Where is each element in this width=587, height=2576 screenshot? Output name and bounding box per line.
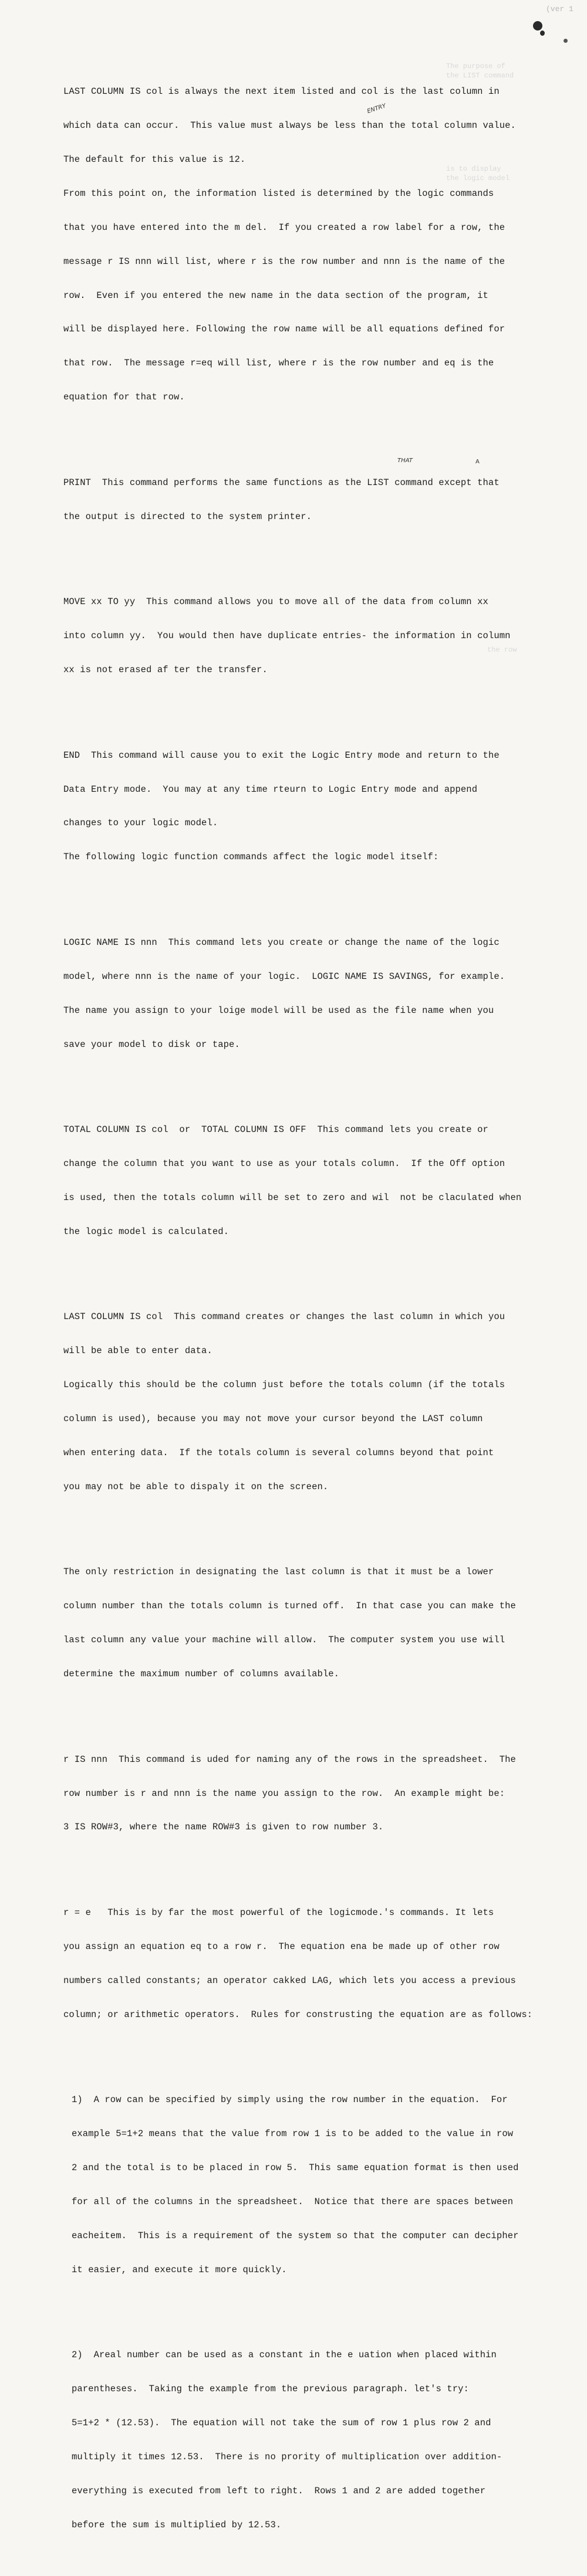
- text-line: that row. The message r=eq will list, where r is the row number and eq is the: [63, 358, 494, 369]
- text-line: 3 IS ROW#3, where the name ROW#3 is given to row number 3.: [63, 1822, 384, 1833]
- ink-blot: [564, 39, 568, 43]
- text-line: message r IS nnn will list, where r is the row number and nnn is the name of the: [63, 256, 505, 267]
- text-line: TOTAL COLUMN IS col or TOTAL COLUMN IS OFF This command lets you create or: [63, 1124, 488, 1136]
- text-line: LAST COLUMN IS col is always the next item listed and col is the last column in: [63, 86, 500, 97]
- text-line: when entering data. If the totals column is several columns beyond that point: [63, 1447, 494, 1458]
- handwritten-that-annotation: THAT: [397, 457, 413, 464]
- bleed-through-text: The purpose of the LIST command: [446, 62, 514, 80]
- handwritten-caret-annotation: A: [475, 459, 480, 465]
- text-line: From this point on, the information listed is determined by the logic commands: [63, 188, 494, 199]
- text-line: The only restriction in designating the last column is that it must be a lower: [63, 1567, 494, 1578]
- paragraph-r-is-nnn: [63, 1731, 556, 1856]
- text-line: the logic model is calculated.: [63, 1226, 230, 1237]
- paragraph-logic-name: [63, 914, 556, 1073]
- paragraph-print: [63, 455, 556, 545]
- paragraph-move: [63, 574, 556, 699]
- ink-blot: [533, 21, 542, 30]
- text-line: will be able to enter data.: [63, 1345, 212, 1357]
- text-line: PRINT This command performs the same functions as the LIST command except that: [63, 477, 500, 488]
- text-line: 1) A row can be specified by simply using the row number in the equation. For: [72, 2094, 508, 2106]
- text-line: MOVE xx TO yy This command allows you to move all of the data from column xx: [63, 596, 488, 608]
- paragraph-restriction: [63, 1544, 556, 1703]
- text-line: Data Entry mode. You may at any time rteurn to Logic Entry mode and append: [63, 784, 478, 795]
- text-line: The following logic function commands affect the logic model itself:: [63, 852, 439, 863]
- text-line: Logically this should be the column just before the totals column (if the totals: [63, 1379, 505, 1391]
- text-line: multiply it times 12.53. There is no prority of multiplication over addition-: [72, 2451, 502, 2462]
- typewritten-body: [63, 41, 556, 2576]
- paragraph-end: [63, 727, 556, 886]
- text-line: you assign an equation eq to a row r. The equation ena be made up of other row: [63, 1941, 500, 1952]
- handwritten-entry-annotation: ENTRY: [366, 103, 387, 115]
- text-line: The default for this value is 12.: [63, 154, 246, 165]
- paragraph-r-equals-e: [63, 1884, 556, 2043]
- text-line: into column yy. You would then have duplicate entries- the information in column: [63, 631, 511, 642]
- text-line: that you have entered into the m del. If you created a row label for a row, the: [63, 222, 505, 233]
- text-line: parentheses. Taking the example from the previous paragraph. let's try:: [72, 2384, 469, 2395]
- text-line: before the sum is multiplied by 12.53.: [72, 2519, 282, 2530]
- text-line: last column any value your machine will allow. The computer system you use will: [63, 1635, 505, 1646]
- text-line: is used, then the totals column will be set to zero and wil not be claculated when: [63, 1192, 522, 1203]
- text-line: everything is executed from left to right. Rows 1 and 2 are added together: [72, 2485, 486, 2496]
- text-line: example 5=1+2 means that the value from row 1 is to be added to the value in row: [72, 2128, 514, 2140]
- text-line: xx is not erased af ter the transfer.: [63, 665, 268, 676]
- text-line: END This command will cause you to exit the Logic Entry mode and return to the: [63, 750, 500, 761]
- text-line: for all of the columns in the spreadsheet. Notice that there are spaces between: [72, 2196, 514, 2207]
- paragraph-last-column-list: [63, 64, 556, 426]
- text-line: row. Even if you entered the new name in the data section of the program, it: [63, 290, 488, 301]
- text-line: numbers called constants; an operator cakked LAG, which lets you access a previous: [63, 1975, 516, 1986]
- text-line: which data can occur. This value must always be less than the total column value.: [63, 120, 516, 131]
- text-line: column number than the totals column is turned off. In that case you can make the: [63, 1601, 516, 1612]
- text-line: it easier, and execute it more quickly.: [72, 2264, 287, 2275]
- text-line: change the column that you want to use as your totals column. If the Off option: [63, 1158, 505, 1169]
- text-line: 5=1+2 * (12.53). The equation will not take the sum of row 1 plus row 2 and: [72, 2418, 491, 2429]
- paragraph-rule-2: [72, 2327, 556, 2554]
- bleed-through-text: is to display the logic model: [446, 165, 510, 182]
- text-line: 2) Areal number can be used as a constant in the e uation when placed within: [72, 2350, 497, 2361]
- text-line: row number is r and nnn is the name you assign to the row. An example might be:: [63, 1788, 505, 1799]
- text-line: changes to your logic model.: [63, 818, 218, 829]
- text-line: column is used), because you may not move your cursor beyond the LAST column: [63, 1414, 483, 1425]
- text-line: equation for that row.: [63, 392, 185, 403]
- paragraph-rule-1: [72, 2072, 556, 2299]
- bleed-through-text: the row: [487, 646, 517, 654]
- text-line: save your model to disk or tape.: [63, 1039, 240, 1050]
- text-line: LOGIC NAME IS nnn This command lets you create or change the name of the logic: [63, 937, 500, 948]
- text-line: eacheitem. This is a requirement of the system so that the computer can decipher: [72, 2230, 519, 2241]
- text-line: model, where nnn is the name of your logic. LOGIC NAME IS SAVINGS, for example.: [63, 971, 505, 982]
- text-line: LAST COLUMN IS col This command creates or changes the last column in which you: [63, 1311, 505, 1323]
- text-line: determine the maximum number of columns available.: [63, 1669, 340, 1680]
- text-line: r = e This is by far the most powerful of the logicmode.'s commands. It lets: [63, 1907, 494, 1918]
- paragraph-last-column: [63, 1289, 556, 1516]
- paragraph-total-column: [63, 1102, 556, 1260]
- text-line: 2 and the total is to be placed in row 5. This same equation format is then used: [72, 2163, 519, 2174]
- text-line: r IS nnn This command is uded for naming any of the rows in the spreadsheet. The: [63, 1754, 516, 1765]
- text-line: the output is directed to the system printer.: [63, 511, 312, 522]
- text-line: will be displayed here. Following the row name will be all equations defined for: [63, 324, 505, 335]
- margin-note: (ver 1: [546, 5, 573, 13]
- text-line: you may not be able to dispaly it on the screen.: [63, 1481, 329, 1492]
- text-line: The name you assign to your loige model will be used as the file name when you: [63, 1005, 494, 1016]
- text-line: column; or arithmetic operators. Rules for construsting the equation are as follows:: [63, 2009, 533, 2020]
- ink-blot: [540, 30, 545, 36]
